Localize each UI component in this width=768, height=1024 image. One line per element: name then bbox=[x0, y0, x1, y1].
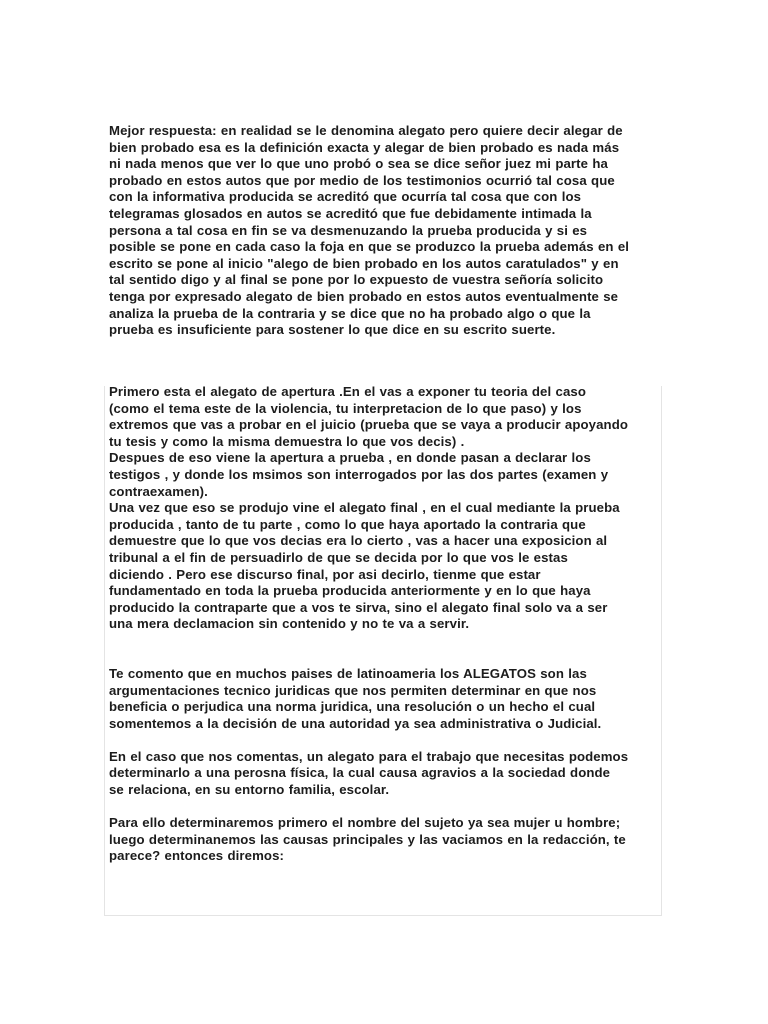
best-answer-paragraph: Mejor respuesta: en realidad se le denomina alegato pero quiere decir alegar de bien probado esa es la definición exacta y alegar de bien probado es nada más ni nada menos que ver lo que uno probó o sea se dice señor juez mi parte ha probado en estos autos que por medio de los testimonios ocurrió tal cosa que con la informativa producida se acreditó que ocurría tal cosa que con los telegramas glosados en autos se acreditó que fue debidamente intimada la persona a tal cosa en fin se va desmenuzando la prueba producida y si es posible se pone en cada caso la foja en que se produzco la prueba además en el escrito se pone al inicio "alego de bien probado en los autos caratulados" y en tal sentido digo y al final se pone por lo expuesto de vuestra señoría solicito tenga por expresado alegato de bien probado en estos autos eventualmente se analiza la prueba de la contraria y se dice que no ha probado algo o que la prueba es insuficiente para sostener lo que dice en su escrito suerte. bbox=[109, 123, 630, 338]
paragraph-spacer bbox=[109, 799, 665, 816]
paragraph-spacer bbox=[109, 732, 665, 749]
case-example-paragraph: En el caso que nos comentas, un alegato para el trabajo que necesitas podemos determinarlo a una perosna física, la cual causa agravios a la sociedad donde se relaciona, en su entorno familia, escolar. bbox=[109, 748, 629, 798]
alegato-stages-paragraph: Primero esta el alegato de apertura .En el vas a exponer tu teoria del caso (como el tema este de la violencia, tu interpretacion de lo que paso) y los extremos que vas a probar en el juicio (prueba que se vaya a producir apoyando tu tesis y como la misma demuestra lo que vos decis) . Despues de eso viene la apertura a prueba , en donde pasan a declarar los testigos , y donde los msimos son interrogados por las dos partes (examen y contraexamen). Una vez que eso se produjo vine el alegato final , en el cual mediante la prueba producida , tanto de tu parte , como lo que haya aportado la contraria que demuestre que lo que vos decias era lo cierto , vas a hacer una exposicion al tribunal a el fin de persuadirlo de que se decida por lo que vos le estas diciendo . Pero ese discurso final, por asi decirlo, tienme que estar fundamentado en toda la prueba producida anteriormente y en lo que haya producido la contraparte que a vos te sirva, sino el alegato final solo va a ser una mera declamacion sin contenido y no te va a servir. bbox=[109, 384, 629, 632]
paragraph-spacer bbox=[109, 633, 665, 666]
second-answer-block bbox=[109, 384, 665, 865]
alegatos-definition-paragraph: Te comento que en muchos paises de latinoameria los ALEGATOS son las argumentaciones tecnico juridicas que nos permiten determinar en que nos beneficia o perjudica una norma juridica, una resolución o un hecho el cual somentemos a la decisión de una autoridad ya sea administrativa o Judicial. bbox=[109, 665, 602, 731]
method-paragraph: Para ello determinaremos primero el nombre del sujeto ya sea mujer u hombre; luego determinanemos las causas principales y las vaciamos en la redacción, te parece? entonces diremos: bbox=[109, 815, 626, 864]
answer-text-block bbox=[109, 123, 669, 339]
